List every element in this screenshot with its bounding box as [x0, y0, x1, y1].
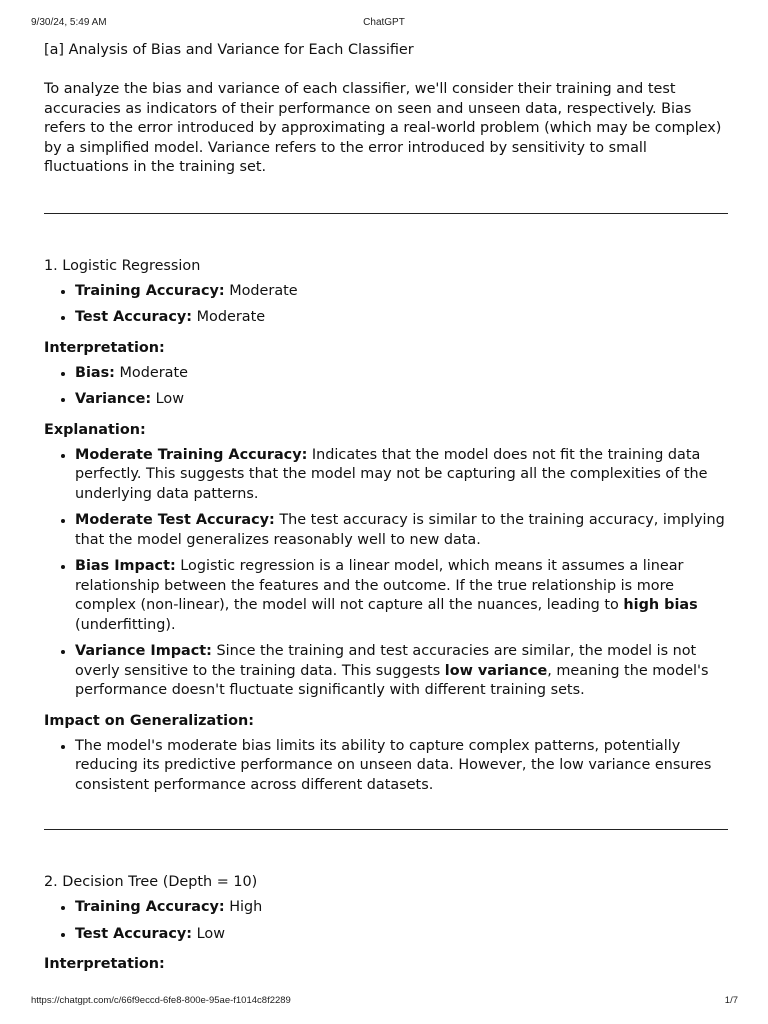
list-item: • Variance: Low — [75, 390, 728, 410]
print-datetime: 9/30/24, 5:49 AM — [31, 17, 107, 28]
print-title: ChatGPT — [363, 17, 405, 28]
intro-paragraph: To analyze the bias and variance of each classifier, we'll consider their training and test accuracies as indicators of their performance on seen and unseen data, respectively. Bias refers to the error introduced by approximating a real-world problem (which may be complex) by a simplified model. Variance refers to the error introduced by sensitivity to small fluctuations in the training set. — [44, 81, 722, 175]
print-url: https://chatgpt.com/c/66f9eccd-6fe8-800e-95ae-f1014c8f2289 — [31, 995, 291, 1006]
list-item: • Variance Impact: Since the training and test accuracies are similar, the model is not overly sensitive to the training data. This suggests low variance, meaning the model's performance doesn't fluctuate significantly with different training sets. — [75, 642, 728, 701]
page-number: 1/7 — [724, 995, 738, 1006]
lr-heading: 1. Logistic Regression — [44, 257, 201, 274]
list-item: • Test Accuracy: Low — [75, 925, 728, 945]
list-item: • Training Accuracy: Moderate — [75, 282, 728, 302]
lr-impact-heading: Impact on Generalization: — [44, 712, 254, 729]
list-item: • Training Accuracy: High — [75, 898, 728, 918]
lr-impact-list — [44, 737, 728, 796]
list-item: • Bias Impact: Logistic regression is a linear model, which means it assumes a linear relationship between the features and the outcome. If the true relationship is more complex (non-linear), the model will not capture all the nuances, leading to high bias (underfitting). — [75, 557, 728, 635]
lr-explanation-heading: Explanation: — [44, 421, 146, 438]
dt-heading: 2. Decision Tree (Depth = 10) — [44, 874, 258, 890]
dt-accuracy-list — [44, 898, 728, 944]
divider — [44, 829, 728, 830]
list-item: • The model's moderate bias limits its ability to capture complex patterns, potentially reducing its predictive performance on unseen data. However, the low variance ensures consistent performance across different datasets. — [75, 737, 728, 796]
lr-interpretation-heading: Interpretation: — [44, 339, 165, 356]
list-item: • Moderate Training Accuracy: Indicates that the model does not fit the training data perfectly. This suggests that the model may not be capturing all the complexities of the underlying data patterns. — [75, 446, 728, 505]
section-title: [a] Analysis of Bias and Variance for Each Classifier — [44, 42, 414, 58]
divider — [44, 213, 728, 214]
list-item: • Test Accuracy: Moderate — [75, 308, 728, 328]
lr-interpretation-list — [44, 364, 728, 410]
list-item: • Bias: Moderate — [75, 364, 728, 384]
dt-interpretation-heading: Interpretation: — [44, 956, 165, 972]
document-body — [44, 40, 728, 974]
list-item: • Moderate Test Accuracy: The test accuracy is similar to the training accuracy, implying that the model generalizes reasonably well to new data. — [75, 511, 728, 550]
lr-explanation-list — [44, 446, 728, 701]
lr-accuracy-list — [44, 282, 728, 328]
